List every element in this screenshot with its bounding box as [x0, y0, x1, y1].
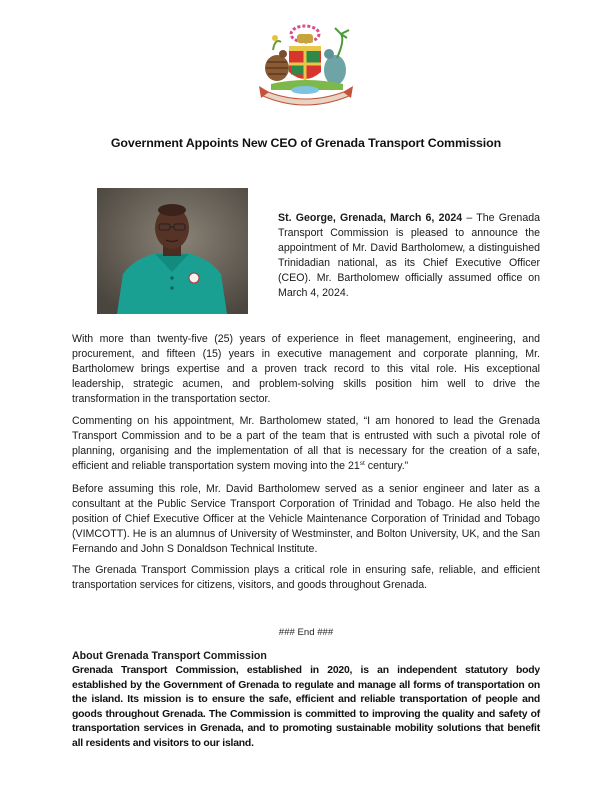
paragraph-background: Before assuming this role, Mr. David Bartholomew served as a senior engineer and later as a consultant at the Public Service Transport Corporation of Trinidad and Tobago. He also held the position of Chief Executive Officer at the Vehicle Maintenance Corporation of Trinidad and Tobago (VIMCOTT). He is an alumnus of University of Westminster, and Bolton University, UK, and the San Fernando and John S Donaldson Technical Institute.: [72, 483, 540, 556]
coat-of-arms-icon: [253, 20, 359, 110]
paragraph-experience: With more than twenty-five (25) years of experience in fleet management, engineering, and procurement, and fifteen (15) years in executive management and corporate planning, Mr. Bartholomew brings expertise and a proven track record to this vital role. His exceptional leadership, strategic acumen, and problem-solving skills position him well to drive the transformation in the transportation sector.: [72, 333, 540, 406]
dateline: St. George, Grenada, March 6, 2024: [278, 212, 463, 224]
about-text: Grenada Transport Commission, established in 2020, is an independent statutory body established by the Government of Grenada to regulate and manage all forms of transportation on the island. Its mission is to ensure the safe, efficient and reliable transportation of people and goods throughout Grenada. The Commission is committed to improving the quality and safety of transportation services in Grenada, and to promoting sustainable mobility solutions that benefit all residents and visitors to our island.: [72, 665, 540, 749]
ceo-portrait-photo: [97, 188, 248, 314]
paragraph-quote: [72, 414, 540, 474]
coat-of-arms-image: [253, 20, 359, 110]
paragraph-commission-role: The Grenada Transport Commission plays a critical role in ensuring safe, reliable, and efficient transportation services for citizens, visitors, and goods throughout Grenada.: [72, 564, 540, 592]
end-marker: ### End ###: [278, 627, 334, 638]
lede-paragraph: [278, 211, 540, 302]
press-release-title: Government Appoints New CEO of Grenada Transport Commission: [110, 136, 502, 150]
ordinal-suffix: st: [359, 460, 365, 468]
quote-text: Commenting on his appointment, Mr. Bartholomew stated, “I am honored to lead the Grenada Transport Commission and to be a part of the team that is entrusted with such a pivotal role of planning, organising and the implementation of all that is necessary for the creation of a safe, efficient and reliable transportation system moving into the 21: [72, 415, 540, 473]
quote-text-end: century.”: [364, 460, 409, 473]
portrait-image: [97, 188, 248, 314]
lede-text: – The Grenada Transport Commission is pleased to announce the appointment of Mr. David Bartholomew, a distinguished Trinidadian national, as its Chief Executive Officer (CEO). Mr. Bartholomew officially assumed office on March 4, 2024.: [278, 212, 540, 300]
about-heading: About Grenada Transport Commission: [72, 650, 267, 662]
